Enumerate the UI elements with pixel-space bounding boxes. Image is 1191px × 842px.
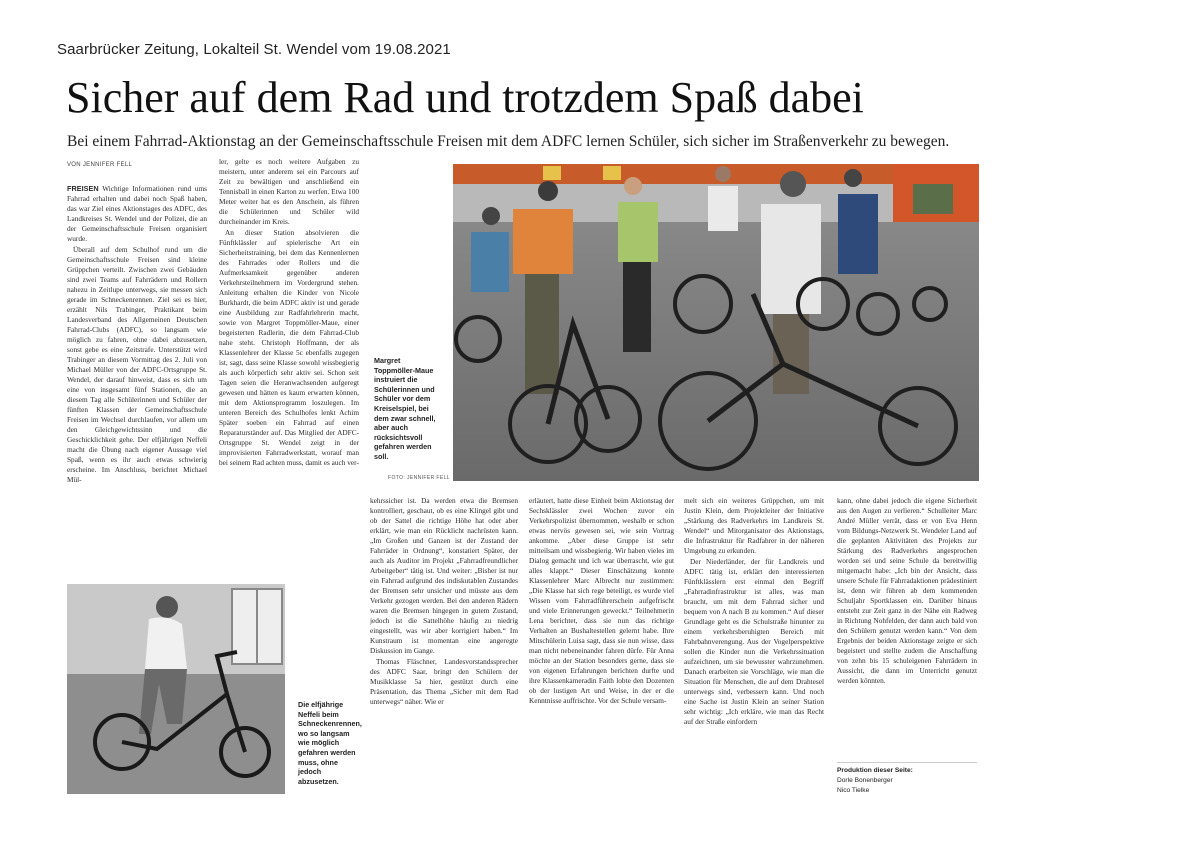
article-column-5 xyxy=(684,496,824,804)
article-column-6 xyxy=(837,496,977,758)
small-photo xyxy=(67,584,285,794)
article-column-2 xyxy=(219,157,359,581)
main-photo-credit: FOTO: JENNIFER FELL xyxy=(388,475,450,481)
production-name: Nico Tielke xyxy=(837,787,870,794)
article-column-3 xyxy=(370,496,518,804)
small-photo-caption: Die elfjährige Neffeli beim Schneckenrennen, wo so langsam wie möglich gefahren werden muss, ohne jedoch abzusetzen. xyxy=(298,700,362,786)
main-photo xyxy=(453,164,979,481)
paragraph: An dieser Station absolvieren die Fünftklässler auf spielerische Art ein Sicherheitstraining, bei dem das Kennenlernen des Fahrrades oder Rollers und die Aufmerksamkeit gegenüber anderen Verkehrsteilnehmern im Vordergrund stehen. Anleitung erhalten die Kinder von Nicole Burkhardt, die beim ADFC aktiv ist und gerade eine Ausbildung zur Radfahrlehrerin macht, sowie von Margret Toppmöller-Maue, einer begeisterten Radlerin, die dem Fahrrad-Club nahe steht. Christoph Hoffmann, der als Klassenlehrer der Klasse 5c ebenfalls zugegen ist, sagt, dass seine Klasse sowohl wissbegierig als auch körperlich sehr aktiv sei. Schon seit Tagen seien die Heranwachsenden aufgeregt gewesen und hätten es kaum erwarten können, mit dem Aktionsprogramm loszulegen. Im unteren Bereich des Schulhofes lenkt Achim Später soeben ein Fahrrad auf einen Reparaturständer auf. Das Mitglied der ADFC-Ortsgruppe St. Wendel zeigt in der improvisierten Fahrradwerkstatt, worauf man bei seinem Rad achten muss, damit es auch ver- xyxy=(219,228,359,467)
article-column-1 xyxy=(67,184,207,582)
headline: Sicher auf dem Rad und trotzdem Spaß dabei xyxy=(66,73,864,122)
byline: VON JENNIFER FELL xyxy=(67,162,133,168)
paragraph: kann, ohne dabei jedoch die eigene Sicherheit aus den Augen zu verlieren.“ Schulleiter Marc André Müller verrät, dass er von Eva Henn vom Bildungs-Netzwerk St. Wendeler Land auf die geplanten Aktivitäten des Projekts zur Stärkung des Radverkehrs angesprochen worden sei und seine Schule da bereitwillig mitgemacht habe: „Ich bin der Ansicht, dass unsere Schule für Fahrradaktionen prädestiniert ist, denn wir führen ab dem kommenden Schuljahr Sportklassen ein. Darüber hinaus entsteht zur Zeit ganz in der Nähe ein Radweg in Richtung Nohfelden, der dann auch bald von den Schülern genutzt werden kann.“ Von dem Ergebnis der beiden Aktionstage zeigte er sich begeistert und stellte zudem die Anschaffung von zehn bis 15 schuleigenen Fahrrädern in Aussicht, die dann im Unterricht genutzt werden könnten. xyxy=(837,496,977,685)
schoolyard-bikes-image xyxy=(453,164,979,481)
paragraph: Wichtige Informationen rund ums Fahrrad erhalten und dabei noch Spaß haben, das war Ziel eines Aktionstages des ADFC, des Landkreises St. Wendel und der Polizei, die an der Gemeinschaftsschule Freisen organisiert wurde. xyxy=(67,184,207,243)
dateline: FREISEN xyxy=(67,184,99,193)
production-name: Dorle Bonenberger xyxy=(837,777,893,784)
source-line: Saarbrücker Zeitung, Lokalteil St. Wendel vom 19.08.2021 xyxy=(57,41,451,58)
paragraph: Überall auf dem Schulhof rund um die Gemeinschaftsschule Freisen sind kleine Grüppchen verteilt. Zwischen zwei Gebäuden sind zwei Teams auf Fahrrädern und Rollern nahezu in Zeitlupe unterwegs, sie messen sich gerade im Schneckenrennen. Ziel sei es hier, erzählt Nils Trabinger, Praktikant beim Landesverband des Allgemeinen Deutschen Fahrrad-Clubs (ADFC), so langsam wie möglich zu fahren, ohne dabei abzusetzen, sonst gebe es eine Zeitstrafe. Unterstützt wird Trabinger an diesem Vormittag des 2. Juli von Michael Müller von der ADFC-Ortsgruppe St. Wendel, der darauf hinweist, dass es sich um eine von insgesamt fünf Stationen, die an diesem Tag alle Schülerinnen und Schüler der fünften Klassen der Gemeinschaftsschule Freisen im Wechsel durchlaufen, vor allem um den Gleichgewichtssinn und die Geschicklichkeit gehe. Der elfjährigen Neffeli macht die Übung nach eigener Aussage viel Spaß, wenn es ihr auch etwas schwierig erscheine. Im Anschluss, berichtet Michael Mül- xyxy=(67,245,207,484)
article-column-4 xyxy=(529,496,674,804)
subheadline: Bei einem Fahrrad-Aktionstag an der Gemeinschaftsschule Freisen mit dem ADFC lernen Schüler, sich sicher im Straßenverkehr zu bewegen. xyxy=(67,133,950,150)
production-title: Produktion dieser Seite: xyxy=(837,767,913,774)
paragraph: Der Niederländer, der für Landkreis und ADFC tätig ist, erklärt den interessierten Fünftklässlern erst einmal den Begriff „Fahrradinfrastruktur ist alles, was man braucht, um mit dem Fahrrad sicher und bequem von A nach B zu kommen.“ Auf dieser Grundlage geht es die Schulstraße hinunter zu einem verkehrsberuhigten Bereich mit Fahrbahnverengung. Aus der Vogelperspektive sollen die Kinder nun die Verkehrssituation aufzeichnen, um sie bewusster wahrzunehmen. Danach erarbeiten sie Vorschläge, wie man die Situation für Menschen, die auf dem Drahtesel unterwegs sind, verbessern kann. Und noch eine Sache ist Justin Klein an seiner Station sehr wichtig: „Ich erkläre, wie man das Recht auf der Straße einfordern xyxy=(684,557,824,726)
paragraph: erläutert, hatte diese Einheit beim Aktionstag der Sechsklässler zwei Wochen zuvor ein Verkehrspolizist übernommen, weshalb er schon etwas nervös gewesen sei, wie sein Vortrag ankomme. „Aber diese Gruppe ist sehr mitteilsam und wissbegierig. Wir haben vieles im Dialog gemacht und ich war überrascht, wie gut alles klappt.“ Dieser Einschätzung konnte Klassenlehrer Marc Albrecht nur zustimmen: „Die Klasse hat sich rege beteiligt, es wurde viel Wissen vom Fahrradführerschein aufgefrischt und viele Erinnerungen geweckt.“ Teilnehmerin Lena berichtet, dass sie nun das richtige Verhalten an Bushaltestellen gelernt habe. Ihre Mitschülerin Luisa sagt, dass sie nun wisse, dass man nicht nebeneinander fahren dürfe. Für Anna möchte an der Station besonders gerne, dass sie von eigenen Erfahrungen berichten durfte und ihre Klassenkameradin Faith lobte den Dozenten ob der lustigen Art und Weise, in der er die Kenntnisse auffrischte. Vor der Schule versam- xyxy=(529,496,674,705)
paragraph: Thomas Fläschner, Landesvorstandssprecher des ADFC Saar, bringt den Schülern der Musikklasse 5a hier, gestützt durch eine Präsentation, das Thema „Sicher mit dem Rad unterwegs“ näher. Wie er xyxy=(370,657,518,706)
production-credits xyxy=(837,766,977,796)
girl-on-scooter-image xyxy=(67,584,285,794)
main-photo-caption: Margret Toppmöller-Maue instruiert die Schülerinnen und Schüler vor dem Kreiselspiel, bei dem zwar schnell, aber auch rücksichtsvoll gefahren werden soll. xyxy=(374,356,436,461)
paragraph: ler, gelte es noch weitere Aufgaben zu meistern, unter anderem sei ein Parcours auf Zeit zu bewältigen und anschließend ein Tennisball in einen Karton zu werfen. Etwa 100 Meter weiter hat es den Anschein, als führen die Schülerinnen und Schüler wild durcheinander im Kreis. xyxy=(219,157,359,226)
production-divider xyxy=(837,762,977,763)
paragraph: melt sich ein weiteres Grüppchen, um mit Justin Klein, dem Projektleiter der Initiative „Stärkung des Radverkehrs im Landkreis St. Wendel“ und Mitorganisator des Aktionstags, die Infrastruktur für Radfahrer in der näheren Umgebung zu erkunden. xyxy=(684,496,824,555)
paragraph: kehrssicher ist. Da werden etwa die Bremsen kontrolliert, geschaut, ob es eine Klingel gibt und ob der Sattel die richtige Höhe hat oder aber erklärt, wie man ein Rücklicht nachrüsten kann. „Im Großen und Ganzen ist der Zustand der Fahrräder in Ordnung“, konstatiert Später, der auch als Auditor im Projekt „Fahrradfreundlicher Arbeitgeber“ tätig ist. Und weiter: „Bisher ist nur ein Fahrrad aufgrund des indiskutablen Zustandes der Bremsen sehr unsicher und müsste aus dem Verkehr gezogen werden. Bei den anderen Rädern waren die Bremsen hingegen in gutem Zustand, jedoch ist die Sattelhöhe häufig zu niedrig eingestellt, was wir aber korrigiert haben.“ Im Kunstraum ist momentan eine angeregte Diskussion im Gange. xyxy=(370,496,518,655)
